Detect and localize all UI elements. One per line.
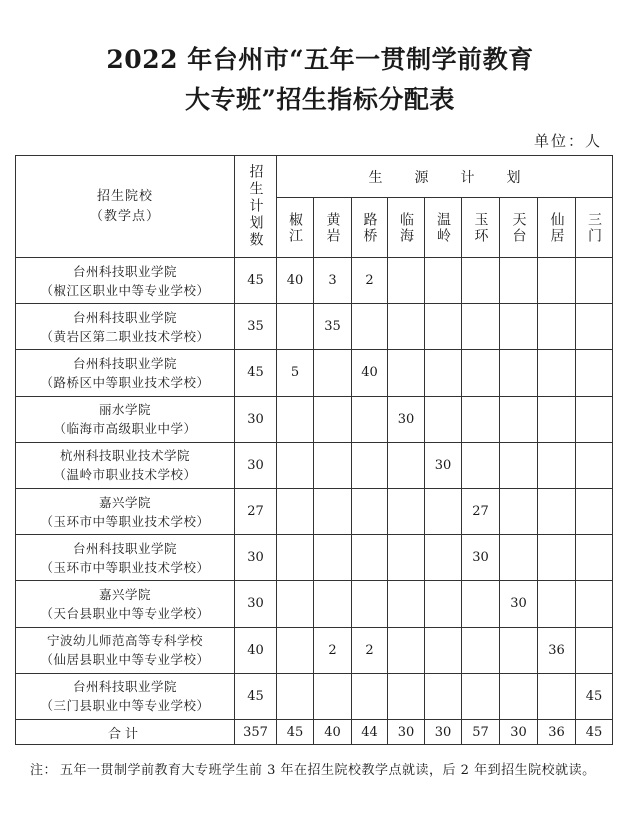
total-label: 合计 xyxy=(16,720,235,745)
school-site: （路桥区中等职业技术学校） xyxy=(40,374,210,390)
plan-cell: 45 xyxy=(235,258,277,304)
total-cell: 30 xyxy=(500,720,538,745)
source-cell xyxy=(462,442,500,488)
source-cell xyxy=(277,673,314,719)
table-row xyxy=(16,304,613,350)
header-region xyxy=(277,198,314,258)
source-cell xyxy=(352,304,388,350)
source-cell xyxy=(500,442,538,488)
source-cell: 30 xyxy=(425,442,462,488)
source-cell xyxy=(277,488,314,534)
source-cell xyxy=(425,350,462,396)
plan-cell: 30 xyxy=(235,442,277,488)
source-cell xyxy=(576,350,613,396)
source-cell xyxy=(352,535,388,581)
source-cell xyxy=(576,258,613,304)
source-cell xyxy=(277,535,314,581)
table-row xyxy=(16,535,613,581)
source-cell: 27 xyxy=(462,488,500,534)
school-name: 台州科技职业学院 xyxy=(72,679,177,695)
source-cell xyxy=(538,581,576,627)
source-cell xyxy=(352,442,388,488)
school-site: （仙居县职业中等专业学校） xyxy=(40,652,210,668)
school-site: （三门县职业中等专业学校） xyxy=(40,698,210,714)
header-region-label: 椒江 xyxy=(287,211,303,244)
total-cell: 45 xyxy=(277,720,314,745)
source-cell xyxy=(425,673,462,719)
table-row xyxy=(16,627,613,673)
total-cell: 30 xyxy=(425,720,462,745)
school-cell xyxy=(16,535,235,581)
source-cell xyxy=(277,581,314,627)
source-cell xyxy=(500,304,538,350)
source-cell xyxy=(500,535,538,581)
source-cell xyxy=(388,488,425,534)
source-cell xyxy=(425,627,462,673)
header-source-char: 源 xyxy=(414,169,429,186)
source-cell xyxy=(352,673,388,719)
header-region xyxy=(425,198,462,258)
source-cell xyxy=(425,581,462,627)
table-row xyxy=(16,673,613,719)
source-cell xyxy=(425,488,462,534)
source-cell xyxy=(462,581,500,627)
source-cell xyxy=(538,396,576,442)
source-cell: 45 xyxy=(576,673,613,719)
unit-label: 单位：人 xyxy=(533,132,602,150)
source-cell xyxy=(388,304,425,350)
header-region-label: 天台 xyxy=(510,211,527,244)
source-cell xyxy=(277,442,314,488)
header-source-char: 计 xyxy=(460,169,475,186)
source-cell xyxy=(314,350,352,396)
school-name: 台州科技职业学院 xyxy=(72,540,177,556)
source-cell xyxy=(425,535,462,581)
plan-cell: 45 xyxy=(235,673,277,719)
quota-table xyxy=(15,155,613,745)
source-cell xyxy=(538,304,576,350)
school-cell xyxy=(16,581,235,627)
school-name: 台州科技职业学院 xyxy=(72,263,177,279)
school-site: （玉环市中等职业技术学校） xyxy=(40,559,210,575)
school-cell xyxy=(16,627,235,673)
source-cell xyxy=(388,350,425,396)
total-row xyxy=(16,720,613,745)
header-region-label: 三门 xyxy=(586,211,603,244)
table-row xyxy=(16,396,613,442)
source-cell xyxy=(538,535,576,581)
source-cell xyxy=(388,627,425,673)
school-site: （玉环市中等职业技术学校） xyxy=(40,513,210,529)
source-cell xyxy=(314,488,352,534)
school-name: 嘉兴学院 xyxy=(98,494,151,510)
source-cell: 2 xyxy=(352,627,388,673)
table-row xyxy=(16,581,613,627)
header-source-plan xyxy=(277,156,613,198)
source-cell xyxy=(388,581,425,627)
header-source-char: 生 xyxy=(368,169,383,186)
school-name: 台州科技职业学院 xyxy=(72,355,177,371)
table-row xyxy=(16,488,613,534)
source-cell xyxy=(462,396,500,442)
source-cell xyxy=(538,488,576,534)
source-cell xyxy=(500,396,538,442)
source-cell xyxy=(352,581,388,627)
source-cell xyxy=(352,488,388,534)
source-cell xyxy=(314,396,352,442)
school-cell xyxy=(16,304,235,350)
source-cell xyxy=(277,627,314,673)
source-cell: 35 xyxy=(314,304,352,350)
source-cell xyxy=(277,396,314,442)
source-cell xyxy=(462,350,500,396)
school-cell xyxy=(16,673,235,719)
source-cell xyxy=(538,673,576,719)
plan-cell: 45 xyxy=(235,350,277,396)
total-plan: 357 xyxy=(235,720,277,745)
plan-cell: 30 xyxy=(235,535,277,581)
header-region-label: 临海 xyxy=(398,211,414,244)
plan-cell: 40 xyxy=(235,627,277,673)
source-cell xyxy=(462,258,500,304)
source-cell xyxy=(388,535,425,581)
source-cell: 3 xyxy=(314,258,352,304)
source-cell: 30 xyxy=(500,581,538,627)
school-site: （天台县职业中等专业学校） xyxy=(40,605,210,621)
source-cell xyxy=(576,581,613,627)
source-cell xyxy=(388,258,425,304)
header-source-char: 划 xyxy=(506,169,521,186)
header-school-label: 招生院校 xyxy=(96,188,153,204)
table-row xyxy=(16,258,613,304)
source-cell xyxy=(352,396,388,442)
source-cell xyxy=(314,581,352,627)
school-name: 宁波幼儿师范高等专科学校 xyxy=(46,633,203,649)
source-cell xyxy=(462,673,500,719)
source-cell xyxy=(462,627,500,673)
source-cell xyxy=(576,396,613,442)
source-cell xyxy=(576,304,613,350)
school-cell xyxy=(16,442,235,488)
school-name: 杭州科技职业技术学院 xyxy=(59,448,190,464)
source-cell xyxy=(425,304,462,350)
source-cell xyxy=(425,258,462,304)
plan-cell: 30 xyxy=(235,581,277,627)
school-name: 丽水学院 xyxy=(98,402,151,418)
header-plan xyxy=(235,156,277,258)
school-cell xyxy=(16,258,235,304)
header-region-label: 温岭 xyxy=(435,211,451,244)
source-cell xyxy=(277,304,314,350)
source-cell: 40 xyxy=(277,258,314,304)
header-region-label: 黄岩 xyxy=(324,211,341,244)
header-region xyxy=(352,198,388,258)
school-site: （温岭市职业技术学校） xyxy=(53,467,197,483)
header-region xyxy=(462,198,500,258)
table-row xyxy=(16,442,613,488)
total-cell: 45 xyxy=(576,720,613,745)
source-cell xyxy=(314,535,352,581)
source-cell: 5 xyxy=(277,350,314,396)
header-region xyxy=(576,198,613,258)
header-region xyxy=(314,198,352,258)
source-cell: 30 xyxy=(388,396,425,442)
source-cell xyxy=(538,350,576,396)
source-cell: 36 xyxy=(538,627,576,673)
header-region-label: 仙居 xyxy=(548,211,565,244)
total-cell: 36 xyxy=(538,720,576,745)
source-cell xyxy=(576,488,613,534)
source-cell xyxy=(576,535,613,581)
source-cell xyxy=(500,350,538,396)
source-cell xyxy=(462,304,500,350)
school-name: 嘉兴学院 xyxy=(98,586,151,602)
header-region-label: 路桥 xyxy=(361,211,378,244)
school-site: （黄岩区第二职业技术学校） xyxy=(40,328,210,344)
header-school xyxy=(16,156,235,258)
source-cell xyxy=(314,673,352,719)
school-site: （椒江区职业中等专业学校） xyxy=(40,282,210,298)
source-cell xyxy=(425,396,462,442)
source-cell: 2 xyxy=(314,627,352,673)
plan-cell: 30 xyxy=(235,396,277,442)
header-region xyxy=(538,198,576,258)
source-cell: 30 xyxy=(462,535,500,581)
header-region xyxy=(500,198,538,258)
header-plan-label: 招生计划数 xyxy=(247,164,264,249)
source-cell xyxy=(500,258,538,304)
source-cell xyxy=(314,442,352,488)
school-cell xyxy=(16,350,235,396)
total-cell: 30 xyxy=(388,720,425,745)
school-cell xyxy=(16,396,235,442)
total-cell: 57 xyxy=(462,720,500,745)
source-cell: 40 xyxy=(352,350,388,396)
source-cell xyxy=(576,442,613,488)
source-cell xyxy=(500,673,538,719)
source-cell xyxy=(538,442,576,488)
school-site: （临海市高级职业中学） xyxy=(53,421,197,437)
source-cell xyxy=(576,627,613,673)
school-cell xyxy=(16,488,235,534)
title-line-1: 2022 年台州市“五年一贯制学前教育 xyxy=(106,45,534,74)
footnote-text: 五年一贯制学前教育大专班学生前 3 年在招生院校教学点就读，后 2 年到招生院校就读。 xyxy=(60,763,596,778)
header-region xyxy=(388,198,425,258)
source-cell xyxy=(538,258,576,304)
footnote-label: 注： xyxy=(30,763,58,778)
source-cell xyxy=(500,627,538,673)
source-cell xyxy=(388,673,425,719)
plan-cell: 27 xyxy=(235,488,277,534)
total-cell: 44 xyxy=(352,720,388,745)
school-name: 台州科技职业学院 xyxy=(72,309,177,325)
plan-cell: 35 xyxy=(235,304,277,350)
total-cell: 40 xyxy=(314,720,352,745)
source-cell xyxy=(500,488,538,534)
header-school-sub: （教学点） xyxy=(89,208,160,224)
source-cell: 2 xyxy=(352,258,388,304)
source-cell xyxy=(388,442,425,488)
title-line-2: 大专班”招生指标分配表 xyxy=(185,85,455,114)
header-region-label: 玉环 xyxy=(472,211,489,244)
footnote xyxy=(30,757,620,785)
table-row xyxy=(16,350,613,396)
